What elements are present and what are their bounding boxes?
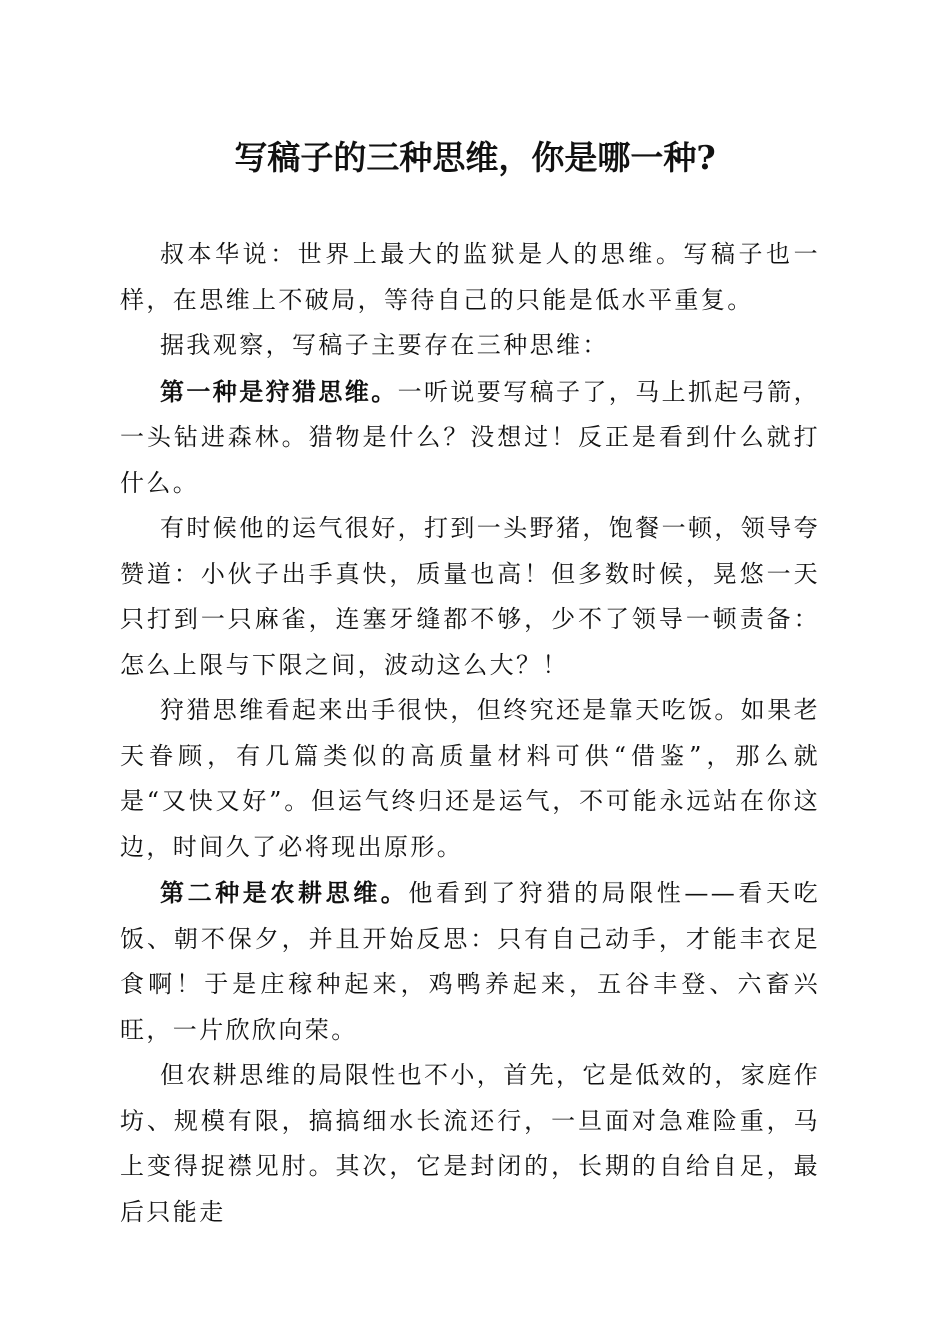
paragraph-6-text: 他看到了狩猎的局限性——看天吃饭、朝不保夕，并且开始反思：只有自己动手，才能丰衣足食啊！于是庄稼种起来，鸡鸭养起来，五谷丰登、六畜兴旺，一片欣欣向荣。 — [120, 879, 820, 1044]
document-body — [120, 232, 820, 1235]
paragraph-4-text: 有时候他的运气很好，打到一头野猪，饱餐一顿，领导夸赞道：小伙子出手真快，质量也高！但多数时候，晃悠一天只打到一只麻雀，连塞牙缝都不够，少不了领导一顿责备：怎么上限与下限之间，波动这么大？！ — [120, 514, 820, 679]
paragraph-1 — [120, 232, 820, 323]
paragraph-3 — [120, 369, 820, 507]
paragraph-7-text: 但农耕思维的局限性也不小，首先，它是低效的，家庭作坊、规模有限，搞搞细水长流还行，一旦面对急难险重，马上变得捉襟见肘。其次，它是封闭的，长期的自给自足，最后只能走 — [120, 1061, 820, 1226]
paragraph-4 — [120, 506, 820, 688]
paragraph-1-text: 叔本华说：世界上最大的监狱是人的思维。写稿子也一样，在思维上不破局，等待自己的只能是低水平重复。 — [120, 240, 820, 314]
paragraph-6 — [120, 870, 820, 1053]
paragraph-6-lead: 第二种是农耕思维。 — [160, 878, 409, 907]
paragraph-3-text: 一听说要写稿子了，马上抓起弓箭，一头钻进森林。猎物是什么？没想过！反正是看到什么就打什么。 — [120, 377, 821, 497]
paragraph-3-lead: 第一种是狩猎思维。 — [160, 376, 398, 406]
paragraph-7 — [120, 1053, 820, 1235]
paragraph-5-text: 狩猎思维看起来出手很快，但终究还是靠天吃饭。如果老天眷顾，有几篇类似的高质量材料可供“借鉴”，那么就是“又快又好”。但运气终归还是运气，不可能永远站在你这边，时间久了必将现出原形。 — [120, 696, 820, 861]
paragraph-2 — [120, 323, 820, 369]
paragraph-5 — [120, 688, 820, 870]
paragraph-2-text: 据我观察，写稿子主要存在三种思维： — [160, 331, 609, 359]
document-title: 写稿子的三种思维，你是哪一种? — [234, 138, 716, 177]
